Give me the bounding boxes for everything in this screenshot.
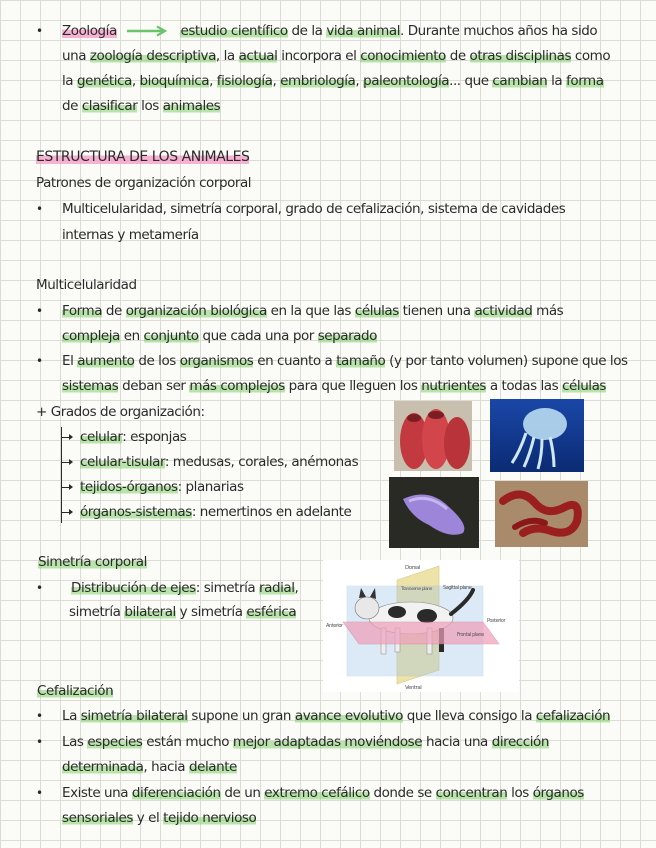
grado-item: órganos-sistemas: nemertinos en adelante [80, 504, 352, 520]
multi-b2-line-2: sistemas deban ser más complejos para que lleguen los nutrientes a todas las células [62, 378, 607, 394]
subheading-simetria: Simetría corporal [38, 554, 147, 570]
diagram-label: Posterior [487, 618, 506, 624]
simetria-line-1: Distribución de ejes: simetría radial, [71, 580, 299, 596]
zoology-line-2: una zoología descriptiva, la actual incorpora el conocimiento de otras disciplinas como [62, 48, 611, 64]
grado-item: tejidos-órganos: planarias [80, 479, 244, 495]
grado-item: celular: esponjas [80, 429, 187, 445]
diagram-label: Anterior [326, 623, 343, 629]
zoology-term: Zoología [62, 23, 117, 39]
cef-b2-line-1: Las especies están mucho mejor adaptadas moviéndose hacia una dirección [62, 734, 549, 750]
bullet-icon: • [36, 581, 43, 595]
subheading-multicelularidad: Multicelularidad [36, 277, 137, 293]
section-heading-estructura: ESTRUCTURA DE LOS ANIMALES [36, 149, 250, 165]
arrow-right-icon [125, 25, 171, 37]
multi-b1-line-2: compleja en conjunto que cada una por separado [62, 328, 377, 344]
grado-item: celular-tisular: medusas, corales, anémonas [80, 454, 359, 470]
simetria-line-2: simetría bilateral y simetría esférica [69, 604, 297, 620]
bullet-icon: • [36, 202, 43, 216]
cef-b3-line-2: sensoriales y el tejido nervioso [62, 810, 257, 826]
bullet-icon: • [36, 735, 43, 749]
zoology-line-1: Zoología estudio científico de la vida animal. Durante muchos años ha sido [62, 23, 598, 39]
estructura-bullet-line-2: internas y metamería [62, 227, 199, 243]
grados-title: + Grados de organización: [36, 404, 205, 420]
subheading-cefalizacion: Cefalización [37, 683, 114, 699]
bullet-icon: • [36, 786, 43, 800]
tree-branch-icon [61, 427, 76, 523]
symmetry-planes-diagram [323, 560, 519, 692]
diagram-label: Transverse plane [401, 587, 433, 592]
nemertean-photo [495, 481, 588, 547]
planarian-photo [389, 477, 479, 548]
multi-b1-line-1: Forma de organización biológica en la que las células tienen una actividad más [62, 303, 564, 319]
bullet-icon: • [36, 709, 43, 723]
jellyfish-photo [490, 399, 584, 472]
cef-b1: La simetría bilateral supone un gran avance evolutivo que lleva consigo la cefalización [62, 708, 611, 724]
sponge-photo [394, 401, 472, 471]
diagram-label: Sagittal plane [443, 585, 472, 591]
subheading-patrones: Patrones de organización corporal [36, 175, 252, 191]
bullet-icon: • [36, 354, 43, 368]
zoology-line-3: la genética, bioquímica, fisiología, embriología, paleontología... que cambian la forma [62, 73, 604, 89]
diagram-label: Frontal plane [457, 632, 484, 638]
multi-b2-line-1: El aumento de los organismos en cuanto a tamaño (y por tanto volumen) supone que los [62, 353, 628, 369]
bullet-icon: • [36, 304, 43, 318]
cef-b2-line-2: determinada, hacia delante [62, 759, 237, 775]
zoology-line-4: de clasificar los animales [62, 98, 221, 114]
estructura-bullet-line-1: Multicelularidad, simetría corporal, grado de cefalización, sistema de cavidades [62, 201, 566, 217]
diagram-label: Ventral [405, 685, 422, 691]
cef-b3-line-1: Existe una diferenciación de un extremo cefálico donde se concentran los órganos [62, 785, 584, 801]
diagram-label: Dorsal [405, 565, 420, 571]
bullet-icon: • [36, 24, 43, 38]
